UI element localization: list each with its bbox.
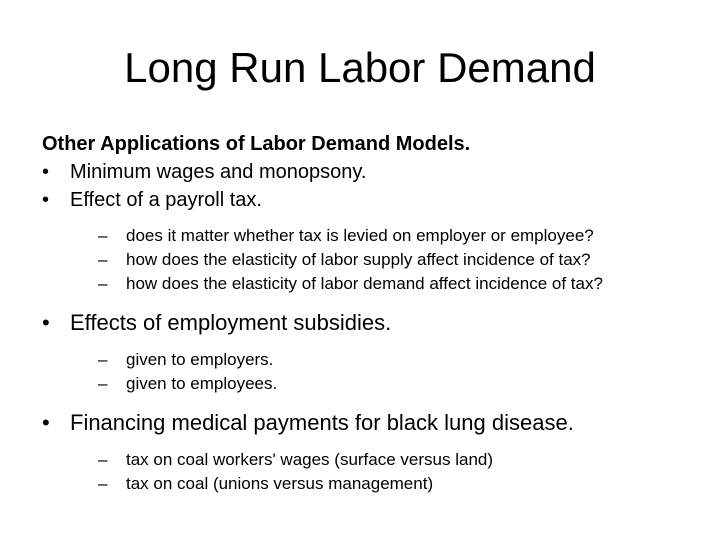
bullet-glyph: • — [42, 410, 50, 435]
sub-item — [42, 372, 702, 396]
sub-item-text: how does the elasticity of labor supply affect incidence of tax? — [126, 250, 591, 269]
bullet-item — [42, 408, 702, 438]
sub-item-text: given to employers. — [126, 350, 274, 369]
dash-glyph: – — [98, 374, 108, 393]
lead-heading: Other Applications of Labor Demand Models. — [42, 133, 471, 155]
sub-item — [42, 248, 702, 272]
sub-item — [42, 224, 702, 248]
sub-item — [42, 448, 702, 472]
sub-item-text: tax on coal workers' wages (surface versus land) — [126, 450, 494, 469]
sub-item — [42, 472, 702, 496]
bullet-glyph: • — [42, 189, 50, 211]
sub-item-text: how does the elasticity of labor demand affect incidence of tax? — [126, 274, 603, 293]
dash-glyph: – — [98, 450, 108, 469]
bullet-item — [42, 308, 702, 338]
bullet-text: Minimum wages and monopsony. — [70, 161, 367, 183]
dash-glyph: – — [98, 274, 108, 293]
dash-glyph: – — [98, 226, 108, 245]
sub-item — [42, 272, 702, 296]
dash-glyph: – — [98, 250, 108, 269]
sub-item — [42, 348, 702, 372]
bullet-glyph: • — [42, 161, 50, 183]
bullet-item — [42, 158, 702, 186]
sub-item-text: given to employees. — [126, 374, 278, 393]
bullet-item — [42, 186, 702, 214]
bullet-text: Financing medical payments for black lung disease. — [70, 410, 574, 435]
slide-body — [42, 130, 702, 496]
dash-glyph: – — [98, 474, 108, 493]
dash-glyph: – — [98, 350, 108, 369]
sub-item-text: does it matter whether tax is levied on employer or employee? — [126, 226, 594, 245]
sub-item-text: tax on coal (unions versus management) — [126, 474, 434, 493]
slide-title: Long Run Labor Demand — [124, 44, 596, 91]
bullet-glyph: • — [42, 310, 50, 335]
bullet-text: Effects of employment subsidies. — [70, 310, 392, 335]
bullet-text: Effect of a payroll tax. — [70, 189, 262, 211]
